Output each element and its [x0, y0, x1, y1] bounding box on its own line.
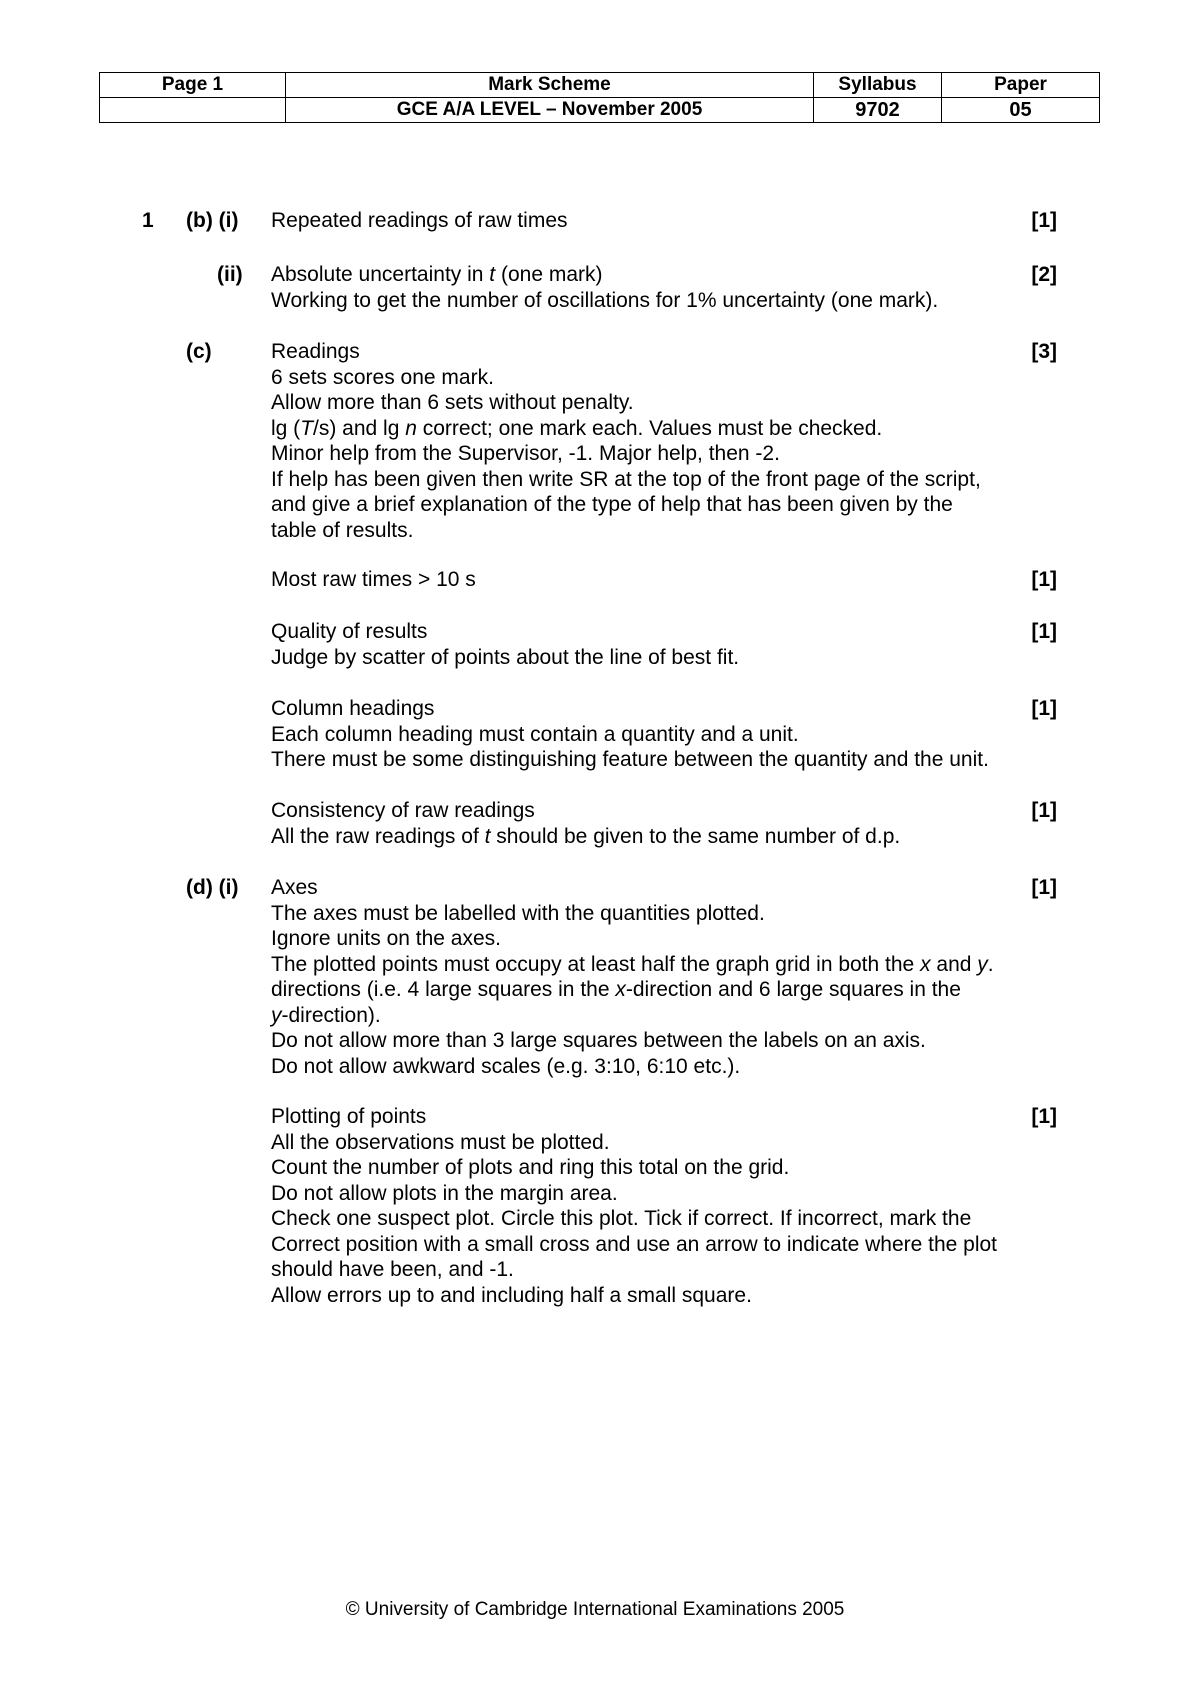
mark-quality: [1] [1031, 620, 1057, 643]
text-line: Count the number of plots and ring this total on the grid. [271, 1156, 790, 1179]
text-line: The axes must be labelled with the quantities plotted. [271, 901, 765, 925]
text-line: All the raw readings of t should be given to the same number of d.p. [271, 824, 901, 848]
text-line: If help has been given then write SR at the top of the front page of the script, [271, 467, 981, 491]
text-line: There must be some distinguishing feature between the quantity and the unit. [271, 748, 989, 771]
mark-b-i: [1] [1031, 209, 1057, 232]
copyright-footer: © University of Cambridge International Examinations 2005 [345, 1599, 845, 1620]
criterion-title: Axes [271, 876, 318, 899]
item-quality [271, 619, 1071, 670]
criterion-title: Column headings [271, 697, 435, 720]
text-line: All the observations must be plotted. [271, 1130, 610, 1154]
question-number: 1 [142, 209, 154, 232]
criterion-title: Plotting of points [271, 1105, 427, 1128]
mark-plotting: [1] [1031, 1105, 1057, 1128]
text-line: Absolute uncertainty in t (one mark) [271, 263, 603, 286]
mark-headings: [1] [1031, 697, 1057, 720]
text-line: Allow errors up to and including half a small square. [271, 1283, 752, 1307]
text-line: Each column heading must contain a quantity and a unit. [271, 722, 799, 746]
page-label: Page 1 [100, 73, 286, 98]
item-plotting [271, 1104, 1071, 1308]
text-line: Allow more than 6 sets without penalty. [271, 391, 634, 414]
item-b-ii [271, 262, 1071, 313]
text-line: y-direction). [271, 1003, 381, 1027]
text-line: Check one suspect plot. Circle this plot. Tick if correct. If incorrect, mark the [271, 1207, 972, 1230]
empty-cell [100, 98, 286, 123]
text-line: Do not allow awkward scales (e.g. 3:10, 6:10 etc.). [271, 1054, 741, 1078]
paper-code: 05 [942, 98, 1100, 123]
mark-raw-times: [1] [1031, 568, 1057, 591]
document-title: Mark Scheme [286, 73, 814, 98]
text-line: Repeated readings of raw times [271, 209, 568, 232]
exam-name: GCE A/A LEVEL – November 2005 [286, 98, 814, 123]
text-line: Minor help from the Supervisor, -1. Major help, then -2. [271, 442, 780, 465]
item-raw-times [271, 567, 1071, 593]
paper-label: Paper [942, 73, 1100, 98]
text-line: and give a brief explanation of the type of help that has been given by the [271, 493, 953, 516]
item-b-i [271, 208, 1071, 234]
item-readings [271, 339, 1071, 543]
part-label-b-ii: (ii) [217, 263, 243, 286]
syllabus-code: 9702 [814, 98, 942, 123]
criterion-title: Quality of results [271, 620, 428, 643]
mark-consistency: [1] [1031, 799, 1057, 822]
item-consistency [271, 798, 1071, 849]
text-line: lg (T/s) and lg n correct; one mark each. Values must be checked. [271, 416, 883, 440]
criterion-title: Readings [271, 340, 360, 363]
part-label-d-i: (d) (i) [186, 876, 239, 899]
mark-axes: [1] [1031, 876, 1057, 899]
text-line: table of results. [271, 518, 414, 542]
text-line: Do not allow more than 3 large squares between the labels on an axis. [271, 1029, 926, 1052]
item-headings [271, 696, 1071, 773]
text-line: directions (i.e. 4 large squares in the x-direction and 6 large squares in the [271, 978, 961, 1001]
text-line: Ignore units on the axes. [271, 927, 501, 950]
criterion-title: Most raw times > 10 s [271, 568, 476, 591]
part-label-c: (c) [186, 340, 212, 363]
item-axes [271, 875, 1071, 1079]
text-line: Correct position with a small cross and use an arrow to indicate where the plot [271, 1232, 998, 1256]
header-table [99, 72, 1100, 123]
text-line: should have been, and -1. [271, 1258, 514, 1281]
mark-readings: [3] [1031, 340, 1057, 363]
part-label-b-i: (b) (i) [186, 209, 239, 232]
text-line: Judge by scatter of points about the line of best fit. [271, 645, 740, 669]
criterion-title: Consistency of raw readings [271, 799, 535, 822]
text-line: Do not allow plots in the margin area. [271, 1181, 618, 1205]
mark-b-ii: [2] [1031, 263, 1057, 286]
syllabus-label: Syllabus [814, 73, 942, 98]
text-line: The plotted points must occupy at least half the graph grid in both the x and y. [271, 952, 994, 976]
text-line: Working to get the number of oscillations for 1% uncertainty (one mark). [271, 288, 939, 312]
text-line: 6 sets scores one mark. [271, 365, 494, 389]
